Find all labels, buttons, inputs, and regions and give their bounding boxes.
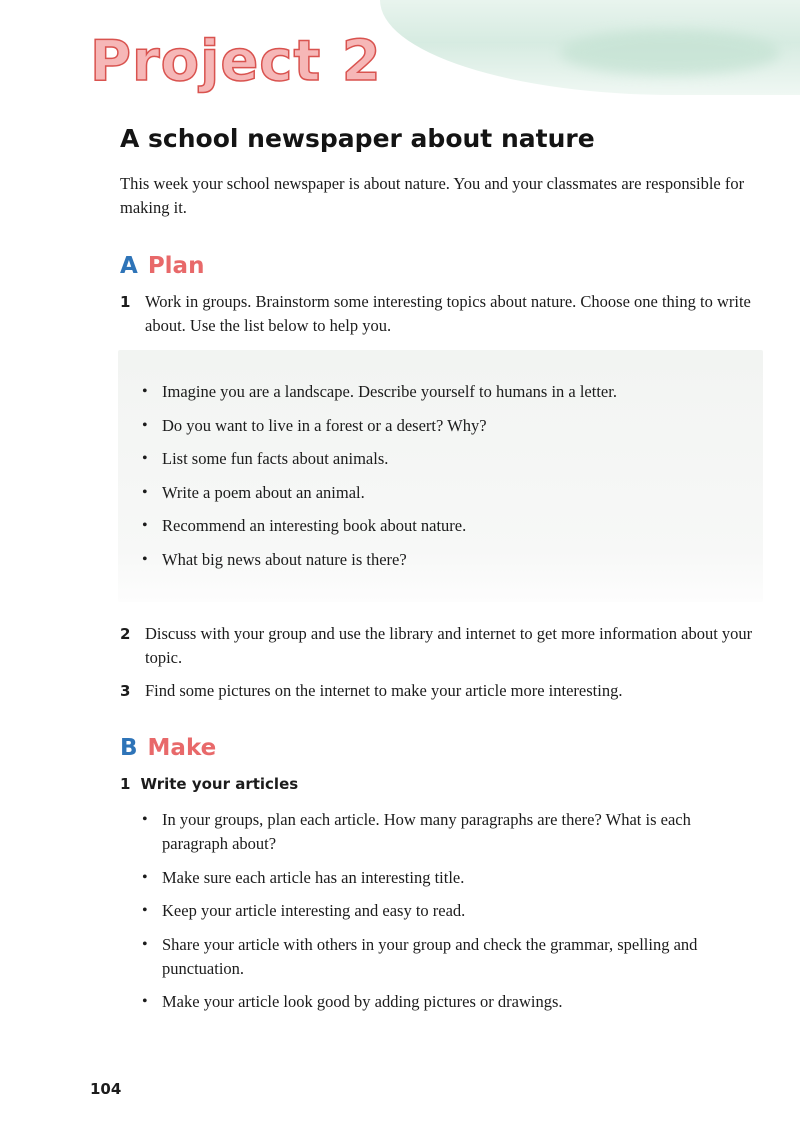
plan-step-1 — [120, 290, 770, 338]
list-item: • What big news about nature is there? — [140, 548, 740, 572]
section-a-heading — [120, 255, 204, 278]
section-b-heading — [120, 737, 216, 760]
list-item: • Write a poem about an animal. — [140, 481, 740, 505]
bullet-icon: • — [142, 902, 148, 919]
list-item: • List some fun facts about animals. — [140, 447, 740, 471]
plan-step-number: 2 — [120, 625, 131, 643]
list-item: • Do you want to live in a forest or a desert? Why? — [140, 414, 740, 438]
section-b-letter: B — [120, 735, 138, 761]
list-item: • Share your article with others in your group and check the grammar, spelling and punctuation. — [142, 934, 698, 978]
page-number: 104 — [90, 1080, 122, 1098]
header-decoration-highlight — [560, 30, 780, 75]
make-instructions-list — [140, 808, 760, 1024]
bullet-icon: • — [142, 383, 148, 400]
section-a-title: Plan — [147, 253, 205, 279]
list-item: • Make your article look good by adding pictures or drawings. — [140, 990, 760, 1014]
list-item: • In your groups, plan each article. How many paragraphs are there? What is each paragraph about? — [142, 810, 691, 853]
bullet-icon: • — [142, 811, 148, 828]
bullet-icon: • — [142, 483, 148, 501]
plan-step-number: 1 — [120, 293, 131, 311]
make-step-title: Write your articles — [140, 775, 299, 793]
plan-step-text: Discuss with your group and use the library and internet to get more information about your topic. — [145, 624, 753, 667]
plan-step-text: Find some pictures on the internet to make your article more interesting. — [145, 681, 623, 700]
plan-step-number: 3 — [120, 682, 131, 700]
plan-step-2 — [120, 622, 770, 670]
topic-list — [140, 380, 740, 581]
list-item: • Keep your article interesting and easy to read. — [140, 899, 760, 923]
section-b-title: Make — [147, 735, 217, 761]
bullet-icon: • — [142, 550, 148, 568]
project-title: Project 2 — [90, 29, 382, 94]
list-item: • Recommend an interesting book about nature. — [140, 514, 740, 538]
plan-step-text: Work in groups. Brainstorm some interesting topics about nature. Choose one thing to write about. Use the list below to help you. — [145, 292, 751, 335]
page-subtitle: A school newspaper about nature — [120, 124, 595, 153]
intro-paragraph: This week your school newspaper is about nature. You and your classmates are responsible for making it. — [120, 174, 745, 217]
bullet-icon: • — [142, 868, 148, 886]
list-item: • Make sure each article has an interesting title. — [140, 866, 760, 890]
bullet-icon: • — [142, 416, 148, 434]
make-step-number: 1 — [120, 775, 131, 793]
plan-step-3 — [120, 679, 770, 703]
section-a-letter: A — [120, 253, 138, 279]
bullet-icon: • — [142, 450, 148, 467]
bullet-icon: • — [142, 935, 148, 953]
bullet-icon: • — [142, 993, 148, 1010]
list-item: • Imagine you are a landscape. Describe yourself to humans in a letter. — [140, 380, 740, 404]
make-step-heading — [120, 775, 298, 793]
bullet-icon: • — [142, 517, 148, 534]
